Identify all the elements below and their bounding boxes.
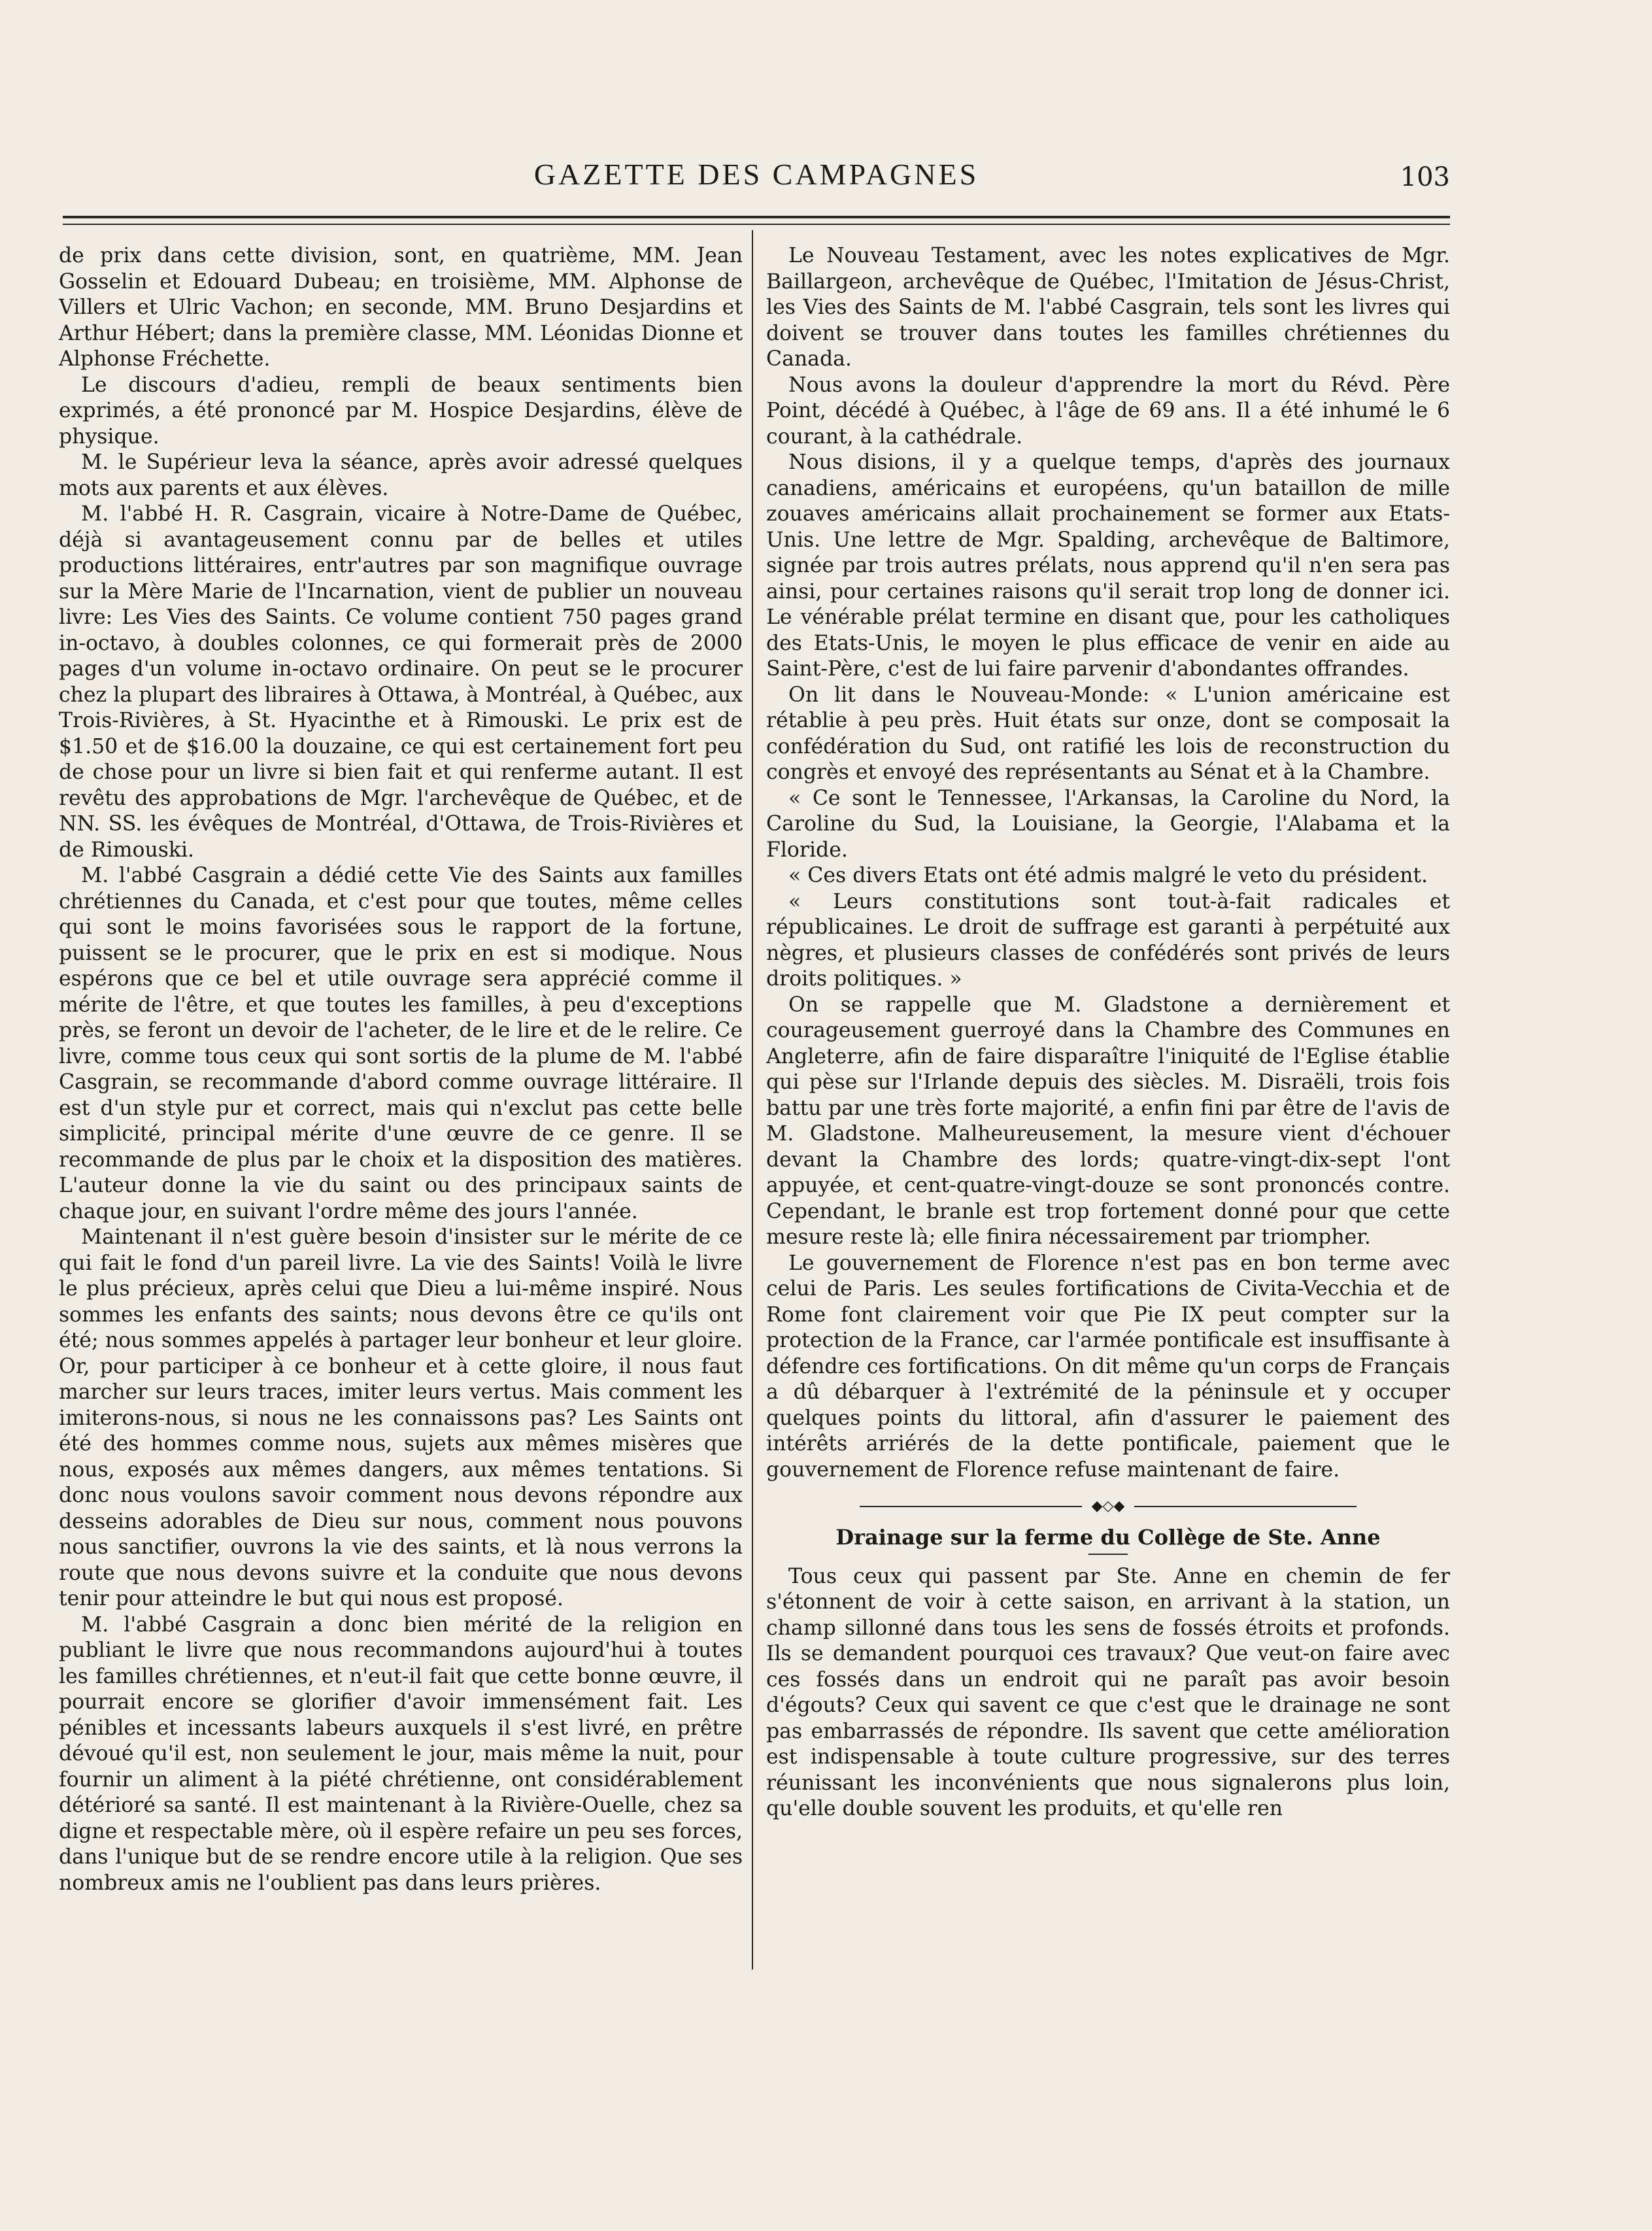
paragraph: Le Nouveau Testament, avec les notes explicatives de Mgr. Baillargeon, archevêque de Québec, l'Imitation de Jésus-Christ, les Vies des Saints de M. l'abbé Casgrain, tels sont les livres qui doivent se trouver dans toutes les familles chrétiennes du Canada. [766,244,1450,371]
page-number: 103 [1400,162,1450,192]
column-divider [752,230,753,1969]
paragraph: Nous avons la douleur d'apprendre la mort du Révd. Père Point, décédé à Québec, à l'âge de 69 ans. Il a été inhumé le 6 courant, à la cathédrale. [766,373,1450,449]
title-dash [1088,1554,1128,1555]
right-column [766,243,1450,1822]
paragraph: On se rappelle que M. Gladstone a dernièrement et courageusement guerroyé dans la Chambre des Communes en Angleterre, afin de faire disparaître l'iniquité de l'Eglise établie qui pèse sur l'Irlande depuis des siècles. M. Disraëli, trois fois battu par une très forte majorité, a enfin fini par être de l'avis de M. Gladstone. Malheureusement, la mesure vient d'échouer devant la Chambre des lords; quatre-vingt-dix-sept l'ont appuyée, et cent-quatre-vingt-douze se sont prononcés contre. Cependant, le branle est trop fortement donné pour que cette mesure reste là; elle finira nécessairement par triompher. [766,993,1450,1249]
paragraph: On lit dans le Nouveau-Monde: « L'union américaine est rétablie à peu près. Huit états sur onze, dont se composait la confédération du Sud, ont ratifié les lois de reconstruction du congrès et envoyé des représentants au Sénat et à la Chambre. [766,683,1450,784]
header-rule-thin [63,224,1450,225]
paragraph: Le discours d'adieu, rempli de beaux sentiments bien exprimés, a été prononcé par M. Hospice Desjardins, élève de physique. [59,373,743,449]
paragraph: M. le Supérieur leva la séance, après avoir adressé quelques mots aux parents et aux élèves. [59,451,743,500]
paragraph: Le gouvernement de Florence n'est pas en bon terme avec celui de Paris. Les seules fortifications de Civita-Vecchia et de Rome font clairement voir que Pie IX peut compter sur la protection de la France, car l'armée pontificale est insuffisante à défendre ces fortifications. On dit même qu'un corps de Français a dû débarquer à l'extrémité de la péninsule et y occuper quelques points du littoral, afin d'assurer le paiement des intérêts arriérés de la dette pontificale, paiement que le gouvernement de Florence refuse maintenant de faire. [766,1251,1450,1482]
paragraph: M. l'abbé H. R. Casgrain, vicaire à Notre-Dame de Québec, déjà si avantageusement connu par de belles et utiles productions littéraires, entr'autres par son magnifique ouvrage sur la Mère Marie de l'Incarnation, vient de publier un nouveau livre: Les Vies des Saints. Ce volume contient 750 pages grand in-octavo, à doubles colonnes, ce qui formerait près de 2000 pages d'un volume in-octavo ordinaire. On peut se le procurer chez la plupart des libraires à Ottawa, à Montréal, à Québec, aux Trois-Rivières, à St. Hyacinthe et à Rimouski. Le prix est de $1.50 et de $16.00 la douzaine, ce qui est certainement fort peu de chose pour un livre si bien fait et qui renferme autant. Il est revêtu des approbations de Mgr. l'archevêque de Québec, et de NN. SS. les évêques de Montréal, d'Ottawa, de Trois-Rivières et de Rimouski. [59,502,743,862]
paragraph: M. l'abbé Casgrain a dédié cette Vie des Saints aux familles chrétiennes du Canada, et c'est pour que toutes, même celles qui sont le moins favorisées sous le rapport de la fortune, puissent se le procurer, que le prix en est si modique. Nous espérons que ce bel et utile ouvrage sera apprécié comme il mérite de l'être, et que toutes les familles, à peu d'exceptions près, se feront un devoir de l'acheter, de le lire et de le relire. Ce livre, comme tous ceux qui sont sortis de la plume de M. l'abbé Casgrain, se recommande d'abord comme ouvrage littéraire. Il est d'un style pur et correct, mais qui n'exclut pas cette belle simplicité, principal mérite d'une œuvre de ce genre. Il se recommande de plus par le choix et la disposition des matières. L'auteur donne la vie du saint ou des principaux saints de chaque jour, en suivant l'ordre même des jours l'année. [59,864,743,1223]
section-title: Drainage sur la ferme du Collège de Ste. Anne [835,1525,1381,1550]
paragraph: « Leurs constitutions sont tout-à-fait radicales et républicaines. Le droit de suffrage est garanti à perpétuité aux nègres, et plusieurs classes de confédérés sont privés de leurs droits politiques. » [766,889,1450,991]
paragraph: M. l'abbé Casgrain a donc bien mérité de la religion en publiant le livre que nous recommandons aujourd'hui à toutes les familles chrétiennes, et n'eut-il fait que cette bonne œuvre, il pourrait encore se glorifier d'avoir immensément fait. Les pénibles et incessants labeurs auxquels il s'est livré, en prêtre dévoué qu'il est, non seulement le jour, mais même la nuit, pour fournir un aliment à la piété chrétienne, ont considérablement détérioré sa santé. Il est maintenant à la Rivière-Ouelle, chez sa digne et respectable mère, où il espère refaire un peu ses forces, dans l'unique but de se rendre encore utile à la religion. Que ses nombreux amis ne l'oublient pas dans leurs prières. [59,1612,743,1895]
newspaper-title: GAZETTE DES CAMPAGNES [533,158,979,191]
paragraph: Nous disions, il y a quelque temps, d'après des journaux canadiens, américains et européens, qu'un bataillon de mille zouaves américains allait prochainement se former aux Etats-Unis. Une lettre de Mgr. Spalding, archevêque de Baltimore, signée par trois autres prélats, nous apprend qu'il n'en sera pas ainsi, pour certaines raisons qu'il serait trop long de donner ici. Le vénérable prélat termine en disant que, pour les catholiques des Etats-Unis, le moyen le plus efficace de venir en aide au Saint-Père, c'est de lui faire parvenir d'abondantes offrandes. [766,451,1450,681]
paragraph: « Ces divers Etats ont été admis malgré le veto du président. [788,864,1428,887]
paragraph: « Ce sont le Tennessee, l'Arkansas, la Caroline du Nord, la Caroline du Sud, la Louisiane, la Georgie, l'Alabama et la Floride. [766,786,1450,862]
section-body: Tous ceux qui passent par Ste. Anne en chemin de fer s'étonnent de voir à cette saison, en arrivant à la station, un champ sillonné dans tous les sens de fossés étroits et profonds. Ils se demandent pourquoi ces travaux? Que veut-on faire avec ces fossés dans un endroit qui ne paraît pas avoir besoin d'égouts? Ceux qui savent ce que c'est que le drainage ne sont pas embarrassés de répondre. Ils savent que cette amélioration est indispensable à toute culture progressive, sur des terres réunissant les inconvénients que nous signalerons plus loin, qu'elle double souvent les produits, et qu'elle ren [766,1564,1450,1820]
section-ornament: ◆◇◆ [860,1500,1357,1513]
paragraph: de prix dans cette division, sont, en quatrième, MM. Jean Gosselin et Edouard Dubeau; en troisième, MM. Alphonse de Villers et Ulric Vachon; en seconde, MM. Bruno Desjardins et Arthur Hébert; dans la première classe, MM. Léonidas Dionne et Alphonse Fréchette. [59,244,743,371]
paragraph: Maintenant il n'est guère besoin d'insister sur le mérite de ce qui fait le fond d'un pareil livre. La vie des Saints! Voilà le livre le plus précieux, après celui que Dieu a lui-même inspiré. Nous sommes les enfants des saints; nous devons être ce qu'ils ont été; nous sommes appelés à partager leur bonheur et leur gloire. Or, pour participer à ce bonheur et à cette gloire, il nous faut marcher sur leurs traces, imiter leurs vertus. Mais comment les imiterons-nous, si nous ne les connaissons pas? Les Saints ont été des hommes comme nous, sujets aux mêmes misères que nous, exposés aux mêmes dangers, aux mêmes tentations. Si donc nous voulons savoir comment nous devons répondre aux desseins adorables de Dieu sur nous, comment nous pouvons nous sanctifier, ouvrons la vie des saints, et là nous verrons la route que nous devons suivre et la conduite que nous devons tenir pour atteindre le but qui nous est proposé. [59,1225,743,1610]
page-header [63,128,1450,213]
left-column [59,243,743,1896]
header-rule-thick [63,216,1450,218]
